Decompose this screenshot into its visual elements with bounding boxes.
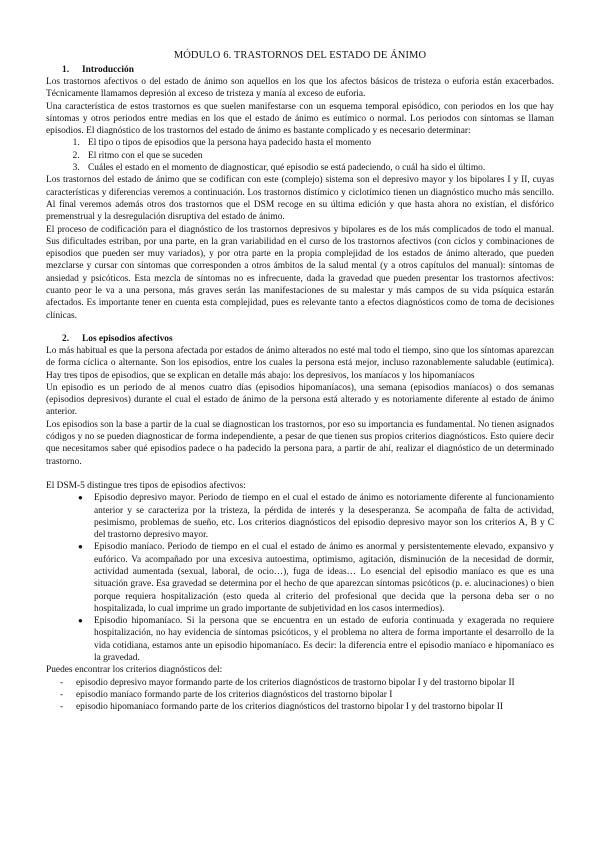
list-item: - episodio hipomaníaco formando parte de los criterios diagnósticos del trastorno bipolar I y del trastorno bipolar II (60, 701, 554, 713)
section-2-title: Los episodios afectivos (82, 333, 173, 344)
section-2-paragraph-5: Puedes encontrar los criterios diagnósticos del: (46, 665, 223, 676)
section-1-number: 1. (62, 65, 70, 75)
list-item-manic-episode: ● Episodio maníaco. Periodo de tiempo en el cual el estado de ánimo es anormal y persistentemente elevado, expansivo y eufórico. Va acompañado por una excesiva autoestima, optimismo, agitación, disminución de la necesidad de dormir, actividad aumentada (sexual, laboral, de ocio…), fuga de ideas… Lo esencial del episodio maníaco es que es una situación grave. Esa gravedad se determina por el hecho de que aparezcan síntomas psicóticos (p. e. alucinaciones) o bien porque requiera hospitalización (esto queda al criterio del profesional que decida que la persona deba ser o no hospitalizada, lo cual imprime un grado importante de subjetividad en los casos intermedios). (82, 541, 554, 615)
list-item: 2. El ritmo con el que se suceden (82, 150, 554, 162)
section-1-paragraph-2: Una característica de estos trastornos es que suelen manifestarse con un esquema temporal episódico, con periodos en los que hay síntomas y otros periodos entre medias en los que el estado de ánimo es eutímico o normal. Los periodos con síntomas se llaman episodios. El diagnóstico de los trastornos del estado de ánimo es bastante complicado y es necesario determinar: (46, 101, 554, 137)
section-2-paragraph-1: Lo más habitual es que la persona afectada por estados de ánimo alterados no esté mal todo el tiempo, sino que los síntomas aparezcan de forma cíclica o alternante. Son los episodios, entre los cuales la persona está mejor, incluso razonablemente saludable (eutímica). Hay tres tipos de episodios, que se explican en detalle más abajo: los depresivos, los maníacos y los hipomaníacos (46, 345, 554, 381)
determination-list (46, 137, 554, 174)
list-item: - episodio depresivo mayor formando parte de los criterios diagnósticos de trastorno bipolar I y del trastorno bipolar II (60, 677, 554, 689)
section-2-paragraph-2: Un episodio es un periodo de al menos cuatro días (episodios hipomaníacos), una semana (episodios maníacos) o dos semanas (episodios depresivos) durante el cual el estado de ánimo de la persona está alterado y es notoriamente diferente al estado de ánimo anterior. (46, 382, 554, 418)
section-1-paragraph-3: Los trastornos del estado de ánimo que se codifican con este (complejo) sistema son el depresivo mayor y los bipolares I y II, cuyas características y diferencias veremos a continuación. Los trastornos distímico y ciclotímico tienen un diagnóstico mucho más sencillo. Al final veremos además otros dos trastornos que el DSM recoge en su última edición y que hasta ahora no existían, el disfórico premenstrual y la desregulación disruptiva del estado de ánimo. (46, 175, 554, 223)
section-2-number: 2. (62, 333, 70, 344)
section-1-paragraph-4: El proceso de codificación para el diagnóstico de los trastornos depresivos y bipolares es de los más complicados de todo el manual. Sus dificultades estriban, por una parte, en la gran variabilidad en el curso de los trastornos afectivos (con ciclos y combinaciones de episodios que pueden ser muy variados), y por otra parte en la propia complejidad de los estados de ánimo alterado, que pueden mezclarse y cursar con síntomas que corresponden a otros ámbitos de la salud mental (y a otros capítulos del manual): síntomas de ansiedad y psicóticos. Esta mezcla de síntomas no es infrecuente, dada la gravedad que pueden presentar los trastornos afectivos: cuanto peor le va a una persona, más graves serán las manifestaciones de su malestar y más campos de su vida psíquica estarán afectados. Es importante tener en cuenta esta complejidad, pues es relevante tanto a efectos diagnósticos como de toma de decisiones clínicas. (46, 224, 554, 321)
list-item: 1. El tipo o tipos de episodios que la persona haya padecido hasta el momento (82, 137, 554, 149)
episode-types-list (46, 492, 554, 664)
section-1-heading (46, 65, 554, 75)
list-item: - episodio maníaco formando parte de los criterios diagnósticos del trastorno bipolar I (60, 689, 554, 701)
list-item-hypomanic-episode: ● Episodio hipomaníaco. Si la persona que se encuentra en un estado de euforia continuada y exagerada no requiere hospitalización, no hay evidencia de síntomas psicóticos, y el problema no altera de forma importante el desarrollo de la vida cotidiana, estamos ante un episodio hipomaníaco. Es decir: la diferencia entre el episodio maníaco e hipomaníaco es la gravedad. (82, 615, 554, 664)
criteria-references-list (46, 677, 554, 714)
section-1-title: Introducción (82, 65, 134, 75)
page-title: MÓDULO 6. TRASTORNOS DEL ESTADO DE ÁNIMO (173, 50, 427, 61)
list-item: 3. Cuáles el estado en el momento de diagnosticar, qué episodio se está padeciendo, o cuál ha sido el último. (82, 162, 554, 174)
section-2-heading (46, 334, 554, 344)
section-2-paragraph-3: Los episodios son la base a partir de la cual se diagnostican los trastornos, por eso su importancia es fundamental. No tienen asignados códigos y no se pueden diagnosticar de forma independiente, a pesar de que tienen sus propios criterios diagnósticos. Esto quiere decir que necesitamos saber qué episodios padece o ha padecido la persona para, a partir de ahí, realizar el diagnóstico de un determinado trastorno. (46, 419, 554, 467)
section-1-paragraph-1: Los trastornos afectivos o del estado de ánimo son aquellos en los que los afectos básicos de tristeza o euforia están exacerbados. Técnicamente llamamos depresión al exceso de tristeza y manía al exceso de euforia. (46, 77, 554, 100)
list-item-depressive-episode: ● Episodio depresivo mayor. Periodo de tiempo en el cual el estado de ánimo es notoriamente diferente al funcionamiento anterior y se caracteriza por la tristeza, la pérdida de interés y la desesperanza. Se acompaña de falta de actividad, pesimismo, problemas de sueño, etc. Los criterios diagnósticos del episodio depresivo mayor son los criterios A, B y C del trastorno depresivo mayor. (82, 492, 554, 541)
section-2-paragraph-4: El DSM-5 distingue tres tipos de episodios afectivos: (46, 480, 246, 491)
